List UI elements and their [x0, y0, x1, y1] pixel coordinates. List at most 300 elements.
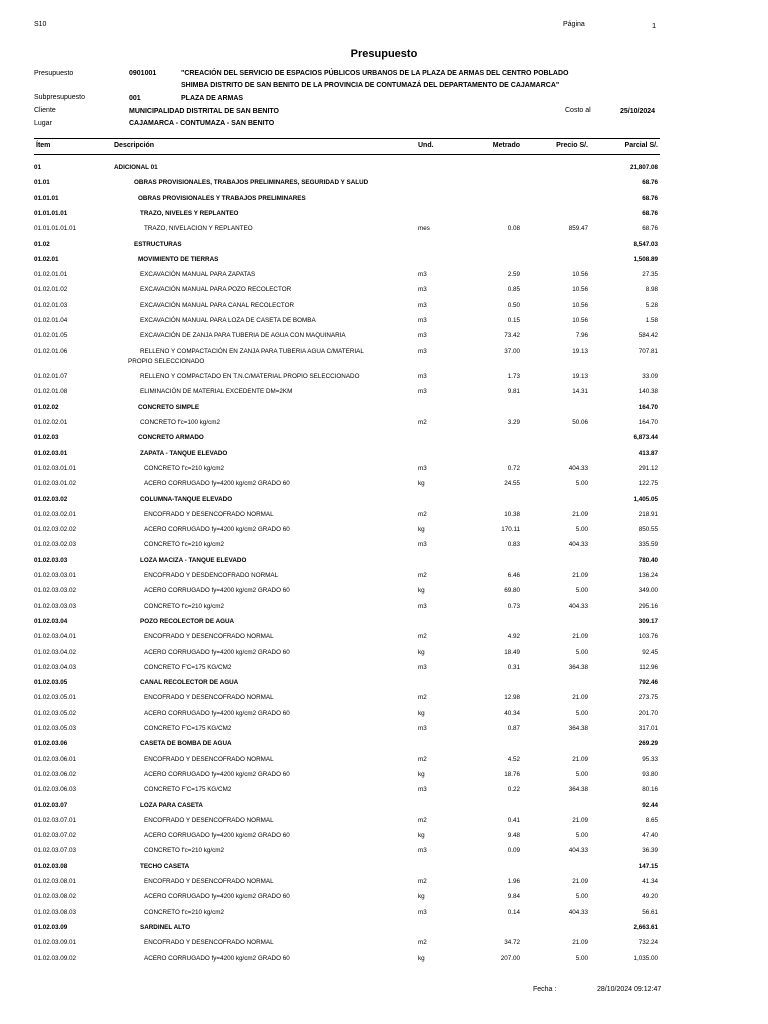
precio-cell: 19.13 [572, 347, 588, 355]
item-cell: 01.02.03.02.03 [34, 541, 77, 549]
item-cell: 01.02.01.01 [34, 271, 68, 279]
precio-cell: 10.56 [572, 271, 588, 279]
parcial-cell: 8,547.03 [633, 240, 658, 248]
unit-cell: m2 [418, 510, 427, 518]
parcial-cell: 1,035.00 [633, 954, 658, 962]
parcial-cell: 68.76 [642, 194, 658, 202]
description-cell: CONCRETO f'c=210 kg/cm2 [144, 541, 224, 549]
item-cell: 01.02.03.02.02 [34, 526, 77, 534]
subpresupuesto-code: 001 [129, 95, 141, 102]
table-row [34, 223, 660, 235]
item-cell: 01 [34, 164, 42, 171]
parcial-cell: 269.29 [638, 740, 658, 748]
precio-cell: 10.56 [572, 301, 588, 309]
parcial-cell: 201.70 [638, 709, 658, 717]
unit-cell: kg [418, 893, 425, 901]
parcial-cell: 732.24 [638, 939, 658, 947]
table-row [34, 284, 660, 296]
metrado-cell: 3.29 [507, 419, 520, 426]
parcial-cell: 8.65 [645, 816, 658, 824]
item-cell: 01.02.03.04 [34, 617, 68, 625]
parcial-cell: 780.40 [638, 556, 658, 564]
table-row [34, 371, 660, 383]
description-cell: OBRAS PROVISIONALES, TRABAJOS PRELIMINARES, SEGURIDAD Y SALUD [134, 179, 369, 187]
item-cell: 01.02.03.06 [34, 740, 68, 748]
description-cell: ENCOFRADO Y DESENCOFRADO NORMAL [144, 939, 274, 947]
description-cell: SARDINEL ALTO [140, 923, 191, 931]
unit-cell: kg [418, 526, 425, 534]
description-cell: TECHO CASETA [140, 862, 190, 870]
parcial-cell: 309.17 [638, 617, 658, 625]
description-cell: TRAZO, NIVELES Y REPLANTEO [140, 209, 239, 217]
metrado-cell: 18.76 [504, 770, 520, 778]
table-row [34, 616, 660, 628]
parcial-cell: 164.70 [638, 403, 658, 411]
item-cell: 01.02.03.05.03 [34, 725, 77, 732]
fecha-label: Fecha : [533, 986, 557, 993]
page-number: 1 [652, 21, 657, 30]
parcial-cell: 1,405.05 [633, 495, 658, 503]
metrado-cell: 40.34 [504, 709, 520, 717]
metrado-cell: 69.80 [504, 587, 520, 595]
description-cell: ENCOFRADO Y DESENCOFRADO NORMAL [144, 510, 274, 518]
description-cell: ENCOFRADO Y DESENCOFRADO NORMAL [144, 755, 274, 763]
unit-cell: m3 [418, 332, 427, 340]
item-cell: 01.02.01.04 [34, 317, 68, 324]
precio-cell: 10.56 [572, 317, 588, 324]
table-row [34, 269, 660, 281]
parcial-cell: 33.09 [642, 373, 658, 381]
description-cell: LOZA PARA CASETA [140, 801, 203, 809]
metrado-cell: 34.72 [504, 939, 520, 947]
parcial-cell: 218.91 [638, 510, 658, 518]
unit-cell: kg [418, 832, 425, 840]
description-cell: CONCRETO f'c=210 kg/cm2 [144, 847, 224, 855]
parcial-cell: 1,508.89 [633, 255, 658, 263]
description-cell: OBRAS PROVISIONALES Y TRABAJOS PRELIMINARES [138, 194, 306, 202]
unit-cell: kg [418, 709, 425, 717]
parcial-cell: 21,807.08 [629, 164, 658, 171]
parcial-cell: 291.12 [638, 464, 658, 472]
table-row [34, 509, 660, 521]
precio-cell: 50.06 [572, 419, 588, 426]
table-row [34, 177, 660, 189]
description-cell: CONCRETO F'C=175 KG/CM2 [144, 663, 232, 671]
table-row [34, 937, 660, 949]
table-row [34, 432, 660, 444]
item-cell: 01.02.03 [34, 434, 59, 442]
unit-cell: m3 [418, 786, 427, 794]
item-cell: 01.02.01.03 [34, 301, 68, 309]
description-cell: ACERO CORRUGADO fy=4200 kg/cm2 GRADO 60 [144, 526, 290, 534]
item-cell: 01.02.03.08.02 [34, 893, 77, 901]
item-cell: 01.02.03.08.01 [34, 878, 77, 885]
table-row [34, 193, 660, 205]
precio-cell: 404.33 [568, 602, 588, 610]
unit-cell: m2 [418, 572, 427, 579]
item-cell: 01.01 [34, 179, 50, 187]
fecha-value: 28/10/2024 09:12:47 [597, 986, 662, 993]
item-cell: 01.02.03.04.02 [34, 648, 77, 656]
table-row [34, 815, 660, 827]
metrado-cell: 0.73 [507, 602, 520, 610]
table-row [34, 208, 660, 220]
precio-cell: 21.09 [572, 633, 588, 641]
description-cell: CONCRETO f'c=210 kg/cm2 [144, 464, 224, 472]
precio-cell: 404.33 [568, 908, 588, 916]
item-cell: 01.02.03.07 [34, 801, 68, 809]
lugar-label: Lugar [34, 120, 52, 127]
metrado-cell: 0.31 [507, 663, 520, 671]
precio-cell: 21.09 [572, 878, 588, 885]
unit-cell: m2 [418, 939, 427, 947]
item-cell: 01.01.01.01.01 [34, 225, 77, 233]
unit-cell: m2 [418, 419, 427, 426]
unit-cell: m3 [418, 286, 427, 294]
item-cell: 01.01.01 [34, 194, 59, 202]
header-rule-top [34, 138, 660, 139]
table-row [34, 677, 660, 689]
lugar-value: CAJAMARCA - CONTUMAZA - SAN BENITO [129, 120, 275, 127]
unit-cell: kg [418, 480, 425, 488]
table-row [34, 891, 660, 903]
item-cell: 01.02.03.07.01 [34, 816, 77, 824]
col-und: Und. [418, 142, 434, 149]
precio-cell: 21.09 [572, 694, 588, 702]
table-row [34, 601, 660, 613]
item-cell: 01.02.03.04.03 [34, 663, 77, 671]
unit-cell: m3 [418, 663, 427, 671]
description-cell: ELIMINACIÓN DE MATERIAL EXCEDENTE DM=2KM [140, 388, 293, 396]
item-cell: 01.02.03.05.02 [34, 709, 77, 717]
parcial-cell: 413.87 [638, 449, 658, 457]
parcial-cell: 92.44 [642, 801, 658, 809]
col-precio: Precio S/. [556, 142, 588, 149]
item-cell: 01.02.03.03.03 [34, 602, 77, 610]
precio-cell: 21.09 [572, 510, 588, 518]
precio-cell: 5.00 [575, 526, 588, 534]
item-cell: 01.02.01.06 [34, 347, 68, 355]
parcial-cell: 122.75 [638, 480, 658, 488]
unit-cell: m3 [418, 317, 427, 324]
unit-cell: m3 [418, 373, 427, 381]
item-cell: 01.02.01.02 [34, 286, 68, 294]
parcial-cell: 136.24 [638, 572, 658, 579]
parcial-cell: 707.81 [638, 347, 658, 355]
presupuesto-name-line2: SHIMBA DISTRITO DE SAN BENITO DE LA PROVINCIA DE CONTUMAZÁ DEL DEPARTAMENTO DE CAJAMARCA" [181, 82, 560, 89]
metrado-cell: 0.72 [507, 464, 520, 472]
item-cell: 01.02.03.01.01 [34, 464, 77, 472]
description-cell: LOZA MACIZA - TANQUE ELEVADO [140, 556, 247, 564]
table-row [34, 555, 660, 567]
table-row [34, 953, 660, 965]
description-cell: ENCOFRADO Y DESENCOFRADO NORMAL [144, 694, 274, 702]
precio-cell: 5.00 [575, 648, 588, 656]
description-cell: CONCRETO f'c=210 kg/cm2 [144, 602, 224, 610]
item-cell: 01.02.03.02 [34, 495, 68, 503]
table-row [34, 769, 660, 781]
table-row [34, 876, 660, 888]
unit-cell: m3 [418, 347, 427, 355]
item-cell: 01.02.03.04.01 [34, 633, 77, 641]
parcial-cell: 1.58 [645, 317, 658, 324]
description-cell: EXCAVACIÓN MANUAL PARA LOZA DE CASETA DE BOMBA [140, 317, 316, 324]
metrado-cell: 207.00 [500, 954, 520, 962]
table-row [34, 861, 660, 873]
subpresupuesto-name: PLAZA DE ARMAS [181, 95, 244, 102]
description-cell: EXCAVACIÓN MANUAL PARA POZO RECOLECTOR [140, 286, 292, 294]
table-row [34, 330, 660, 342]
unit-cell: kg [418, 648, 425, 656]
description-cell: EXCAVACIÓN MANUAL PARA CANAL RECOLECTOR [140, 301, 295, 309]
unit-cell: m2 [418, 816, 427, 824]
column-header-row [34, 140, 660, 152]
item-cell: 01.02.03.05 [34, 679, 68, 687]
col-parcial: Parcial S/. [624, 142, 658, 149]
description-cell: ACERO CORRUGADO fy=4200 kg/cm2 GRADO 60 [144, 954, 290, 962]
table-row [34, 417, 660, 429]
item-cell: 01.02.01.05 [34, 332, 68, 340]
item-cell: 01.02.03.01.02 [34, 480, 77, 488]
metrado-cell: 4.92 [507, 633, 520, 641]
table-row [34, 386, 660, 398]
description-cell: CONCRETO f'c=210 kg/cm2 [144, 908, 224, 916]
item-cell: 01.02.03.09 [34, 923, 68, 931]
precio-cell: 5.00 [575, 587, 588, 595]
table-row [34, 830, 660, 842]
description-cell: RELLENO Y COMPACTADO EN T.N.C/MATERIAL PROPIO SELECCIONADO [140, 373, 360, 381]
table-row [34, 315, 660, 327]
description-cell-continued: PROPIO SELECCIONADO [128, 357, 205, 365]
metrado-cell: 37.00 [504, 347, 520, 355]
precio-cell: 21.09 [572, 755, 588, 763]
unit-cell: m3 [418, 271, 427, 279]
metrado-cell: 0.14 [507, 908, 520, 916]
item-cell: 01.02.01 [34, 255, 59, 263]
description-cell: ACERO CORRUGADO fy=4200 kg/cm2 GRADO 60 [144, 770, 290, 778]
cliente-value: MUNICIPALIDAD DISTRITAL DE SAN BENITO [129, 108, 279, 115]
description-cell: ADICIONAL 01 [114, 164, 158, 171]
table-row [34, 708, 660, 720]
precio-cell: 7.96 [575, 332, 588, 340]
description-cell: ENCOFRADO Y DESENCOFRADO NORMAL [144, 816, 274, 824]
parcial-cell: 41.34 [642, 878, 658, 885]
table-row [34, 346, 660, 365]
metrado-cell: 1.96 [507, 878, 520, 885]
metrado-cell: 9.48 [507, 832, 520, 840]
metrado-cell: 9.81 [507, 388, 520, 396]
parcial-cell: 93.80 [642, 770, 658, 778]
table-row [34, 784, 660, 796]
item-cell: 01.02 [34, 240, 50, 248]
metrado-cell: 0.50 [507, 301, 520, 309]
unit-cell: m3 [418, 541, 427, 549]
description-cell: ACERO CORRUGADO fy=4200 kg/cm2 GRADO 60 [144, 832, 290, 840]
unit-cell: m2 [418, 694, 427, 702]
description-cell: ACERO CORRUGADO fy=4200 kg/cm2 GRADO 60 [144, 480, 290, 488]
item-cell: 01.02.03.08 [34, 862, 68, 870]
subpresupuesto-label: Subpresupuesto [34, 94, 85, 101]
presupuesto-name-line1: "CREACIÓN DEL SERVICIO DE ESPACIOS PÚBLICOS URBANOS DE LA PLAZA DE ARMAS DEL CENTRO POBLADO [181, 70, 569, 77]
document-title: Presupuesto [350, 48, 418, 60]
item-cell: 01.02.01.08 [34, 388, 68, 396]
parcial-cell: 349.00 [638, 587, 658, 595]
unit-cell: m3 [418, 388, 427, 396]
presupuesto-label: Presupuesto [34, 70, 74, 77]
parcial-cell: 49.20 [642, 893, 658, 901]
description-cell: CONCRETO F'C=175 KG/CM2 [144, 725, 232, 732]
table-row [34, 239, 660, 251]
table-row [34, 754, 660, 766]
metrado-cell: 0.41 [507, 816, 520, 824]
parcial-cell: 68.76 [642, 179, 658, 187]
parcial-cell: 68.76 [642, 209, 658, 217]
table-row [34, 922, 660, 934]
metrado-cell: 9.84 [507, 893, 520, 901]
description-cell: ACERO CORRUGADO fy=4200 kg/cm2 GRADO 60 [144, 893, 290, 901]
unit-cell: m3 [418, 464, 427, 472]
parcial-cell: 103.76 [638, 633, 658, 641]
metrado-cell: 0.15 [507, 317, 520, 324]
precio-cell: 21.09 [572, 572, 588, 579]
item-cell: 01.02.03.03 [34, 556, 68, 564]
unit-cell: m3 [418, 602, 427, 610]
precio-cell: 21.09 [572, 939, 588, 947]
table-row [34, 254, 660, 266]
parcial-cell: 850.55 [638, 526, 658, 534]
precio-cell: 404.33 [568, 541, 588, 549]
metrado-cell: 170.11 [501, 526, 520, 534]
parcial-cell: 80.16 [642, 786, 658, 794]
parcial-cell: 140.38 [638, 388, 658, 396]
description-cell: ACERO CORRUGADO fy=4200 kg/cm2 GRADO 60 [144, 709, 290, 717]
metrado-cell: 24.55 [504, 480, 520, 488]
item-cell: 01.02.03.09.01 [34, 939, 77, 947]
col-item: Ítem [36, 142, 51, 149]
precio-cell: 19.13 [572, 373, 588, 381]
metrado-cell: 1.73 [507, 373, 520, 381]
description-cell: EXCAVACIÓN DE ZANJA PARA TUBERIA DE AGUA CON MAQUINARIA [140, 332, 346, 340]
costo-label: Costo al [565, 107, 591, 114]
metrado-cell: 0.87 [507, 725, 520, 732]
precio-cell: 5.00 [575, 893, 588, 901]
description-cell: COLUMNA-TANQUE ELEVADO [140, 495, 233, 503]
table-row [34, 494, 660, 506]
precio-cell: 404.33 [568, 464, 588, 472]
metrado-cell: 18.49 [504, 648, 520, 656]
parcial-cell: 112.96 [639, 663, 658, 671]
table-row [34, 570, 660, 582]
parcial-cell: 47.40 [642, 832, 658, 840]
table-row [34, 162, 660, 174]
precio-cell: 364.38 [568, 786, 588, 794]
parcial-cell: 273.75 [638, 694, 658, 702]
item-cell: 01.02.03.01 [34, 449, 68, 457]
unit-cell: m3 [418, 725, 427, 732]
table-row [34, 907, 660, 919]
item-cell: 01.02.03.06.02 [34, 770, 77, 778]
description-cell: CONCRETO SIMPLE [138, 403, 200, 411]
item-cell: 01.02.03.03.02 [34, 587, 77, 595]
description-cell: CANAL RECOLECTOR DE AGUA [140, 679, 239, 687]
metrado-cell: 0.22 [507, 786, 520, 794]
parcial-cell: 147.15 [638, 862, 658, 870]
presupuesto-code: 0901001 [129, 70, 157, 77]
col-metrado: Metrado [492, 142, 520, 149]
page-label: Página [563, 21, 585, 28]
description-cell: CONCRETO ARMADO [138, 434, 204, 442]
description-cell: CASETA DE BOMBA DE AGUA [140, 740, 232, 748]
metrado-cell: 12.98 [504, 694, 520, 702]
parcial-cell: 92.45 [642, 648, 658, 656]
item-cell: 01.01.01.01 [34, 209, 68, 217]
parcial-cell: 792.46 [638, 679, 658, 687]
costo-date: 25/10/2024 [620, 108, 656, 115]
table-row [34, 723, 660, 735]
unit-cell: m2 [418, 755, 427, 763]
parcial-cell: 317.01 [638, 725, 658, 732]
parcial-cell: 295.16 [638, 602, 658, 610]
unit-cell: m2 [418, 878, 427, 885]
precio-cell: 364.38 [568, 725, 588, 732]
item-cell: 01.02.01.07 [34, 373, 68, 381]
table-row [34, 662, 660, 674]
parcial-cell: 27.35 [642, 271, 658, 279]
table-row [34, 647, 660, 659]
description-cell: POZO RECOLECTOR DE AGUA [140, 617, 235, 625]
parcial-cell: 95.33 [642, 755, 658, 763]
table-row [34, 692, 660, 704]
description-cell: ENCOFRADO Y DESDENCOFRADO NORMAL [144, 572, 279, 579]
description-cell: CONCRETO f'c=100 kg/cm2 [140, 419, 220, 426]
unit-cell: mes [418, 225, 430, 233]
description-cell: RELLENO Y COMPACTACIÓN EN ZANJA PARA TUBERIA AGUA C/MATERIAL [140, 347, 364, 355]
unit-cell: kg [418, 587, 425, 595]
table-row [34, 539, 660, 551]
description-cell: ENCOFRADO Y DESENCOFRADO NORMAL [144, 878, 274, 885]
parcial-cell: 2,663.61 [633, 923, 658, 931]
cliente-label: Cliente [34, 107, 56, 114]
item-cell: 01.02.03.06.03 [34, 786, 77, 794]
item-cell: 01.02.03.02.01 [34, 510, 77, 518]
description-cell: EXCAVACIÓN MANUAL PARA ZAPATAS [140, 271, 256, 279]
description-cell: CONCRETO F'C=175 KG/CM2 [144, 786, 232, 794]
metrado-cell: 2.59 [507, 271, 520, 279]
table-row [34, 631, 660, 643]
precio-cell: 14.31 [572, 388, 588, 396]
precio-cell: 404.33 [568, 847, 588, 855]
description-cell: ACERO CORRUGADO fy=4200 kg/cm2 GRADO 60 [144, 587, 290, 595]
unit-cell: m3 [418, 908, 427, 916]
precio-cell: 5.00 [575, 770, 588, 778]
metrado-cell: 73.42 [504, 332, 520, 340]
precio-cell: 5.00 [575, 954, 588, 962]
item-cell: 01.02.03.08.03 [34, 908, 77, 916]
parcial-cell: 6,873.44 [633, 434, 658, 442]
unit-cell: m3 [418, 301, 427, 309]
table-row [34, 478, 660, 490]
table-row [34, 800, 660, 812]
table-row [34, 300, 660, 312]
unit-cell: m3 [418, 847, 427, 855]
table-row [34, 463, 660, 475]
item-cell: 01.02.03.03.01 [34, 572, 77, 579]
item-cell: 01.02.03.09.02 [34, 954, 77, 962]
item-cell: 01.02.02 [34, 403, 59, 411]
table-row [34, 585, 660, 597]
parcial-cell: 8.98 [645, 286, 658, 294]
item-cell: 01.02.03.06.01 [34, 755, 77, 763]
